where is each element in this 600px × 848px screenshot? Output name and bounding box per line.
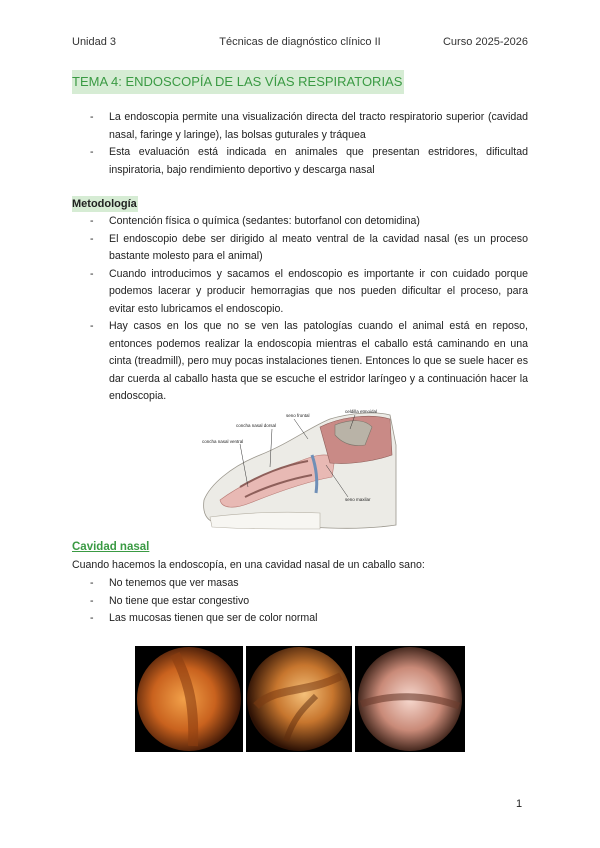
page-header (72, 36, 528, 52)
label-seno-frontal: seno frontal (286, 413, 310, 418)
cavidad-nasal-bullet-list (72, 575, 528, 628)
list-item: - La endoscopia permite una visualización directa del tracto respiratorio superior (cavidad nasal, faringe y laringe), las bolsas guturales y tráquea (90, 111, 528, 141)
horse-head-anatomy-figure (200, 405, 400, 535)
list-item: - No tiene que estar congestivo (90, 594, 250, 607)
cavidad-nasal-intro: Cuando hacemos la endoscopía, en una cavidad nasal de un caballo sano: (72, 559, 425, 571)
endoscopy-photos (135, 646, 465, 752)
label-celdilla-etmoidal: celdilla etmoidal (345, 409, 378, 414)
list-item: - Cuando introducimos y sacamos el endoscopio es importante ir con cuidado porque podemos lacerar y producir hemorragias que nos pueden dificultar el proceso, para evitar esto lubricamos el endoscopio. (90, 267, 528, 315)
list-item: - Las mucosas tienen que ser de color normal (90, 612, 318, 624)
header-course-name: Técnicas de diagnóstico clínico II (219, 36, 381, 48)
section-heading-cavidad-nasal: Cavidad nasal (72, 541, 150, 553)
label-concha-nasal-dorsal: concha nasal dorsal (236, 423, 277, 428)
list-item: - El endoscopio debe ser dirigido al meato ventral de la cavidad nasal (es un proceso bastante molesto para el animal) (90, 232, 528, 262)
intro-bullet-list (72, 109, 528, 179)
label-concha-nasal-ventral: concha nasal ventral (202, 439, 244, 444)
list-item: - Esta evaluación está indicada en animales que presentan estridores, dificultad inspiratoria, bajo rendimiento deportivo y descarga nasal (90, 146, 528, 176)
page-number: 1 (516, 798, 523, 810)
metodologia-bullet-list (72, 213, 528, 406)
endoscopy-photo-3 (355, 646, 465, 752)
list-item: - No tenemos que ver masas (90, 577, 239, 589)
header-unit: Unidad 3 (72, 36, 117, 48)
list-item: - Contención física o química (sedantes: butorfanol con detomidina) (90, 215, 420, 227)
label-seno-maxilar: seno maxilar (345, 497, 371, 502)
endoscopy-photo-1 (135, 646, 243, 752)
header-year: Curso 2025-2026 (442, 36, 528, 48)
list-item: - Hay casos en los que no se ven las patologías cuando el animal está en reposo, entonces podemos realizar la endoscopia mientras el caballo está caminando en una cinta (treadmill), pero muy pocas instalaciones tienen. Entonces lo que se suele hacer es dar cuerda al caballo hasta que se escuche el estridor laríngeo y a continuación hacer la endoscopia. (90, 320, 528, 402)
section-heading-metodologia: Metodología (72, 198, 137, 210)
endoscopy-photo-2 (246, 646, 352, 752)
page-title: TEMA 4: ENDOSCOPÍA DE LAS VÍAS RESPIRATORIAS (72, 70, 404, 94)
